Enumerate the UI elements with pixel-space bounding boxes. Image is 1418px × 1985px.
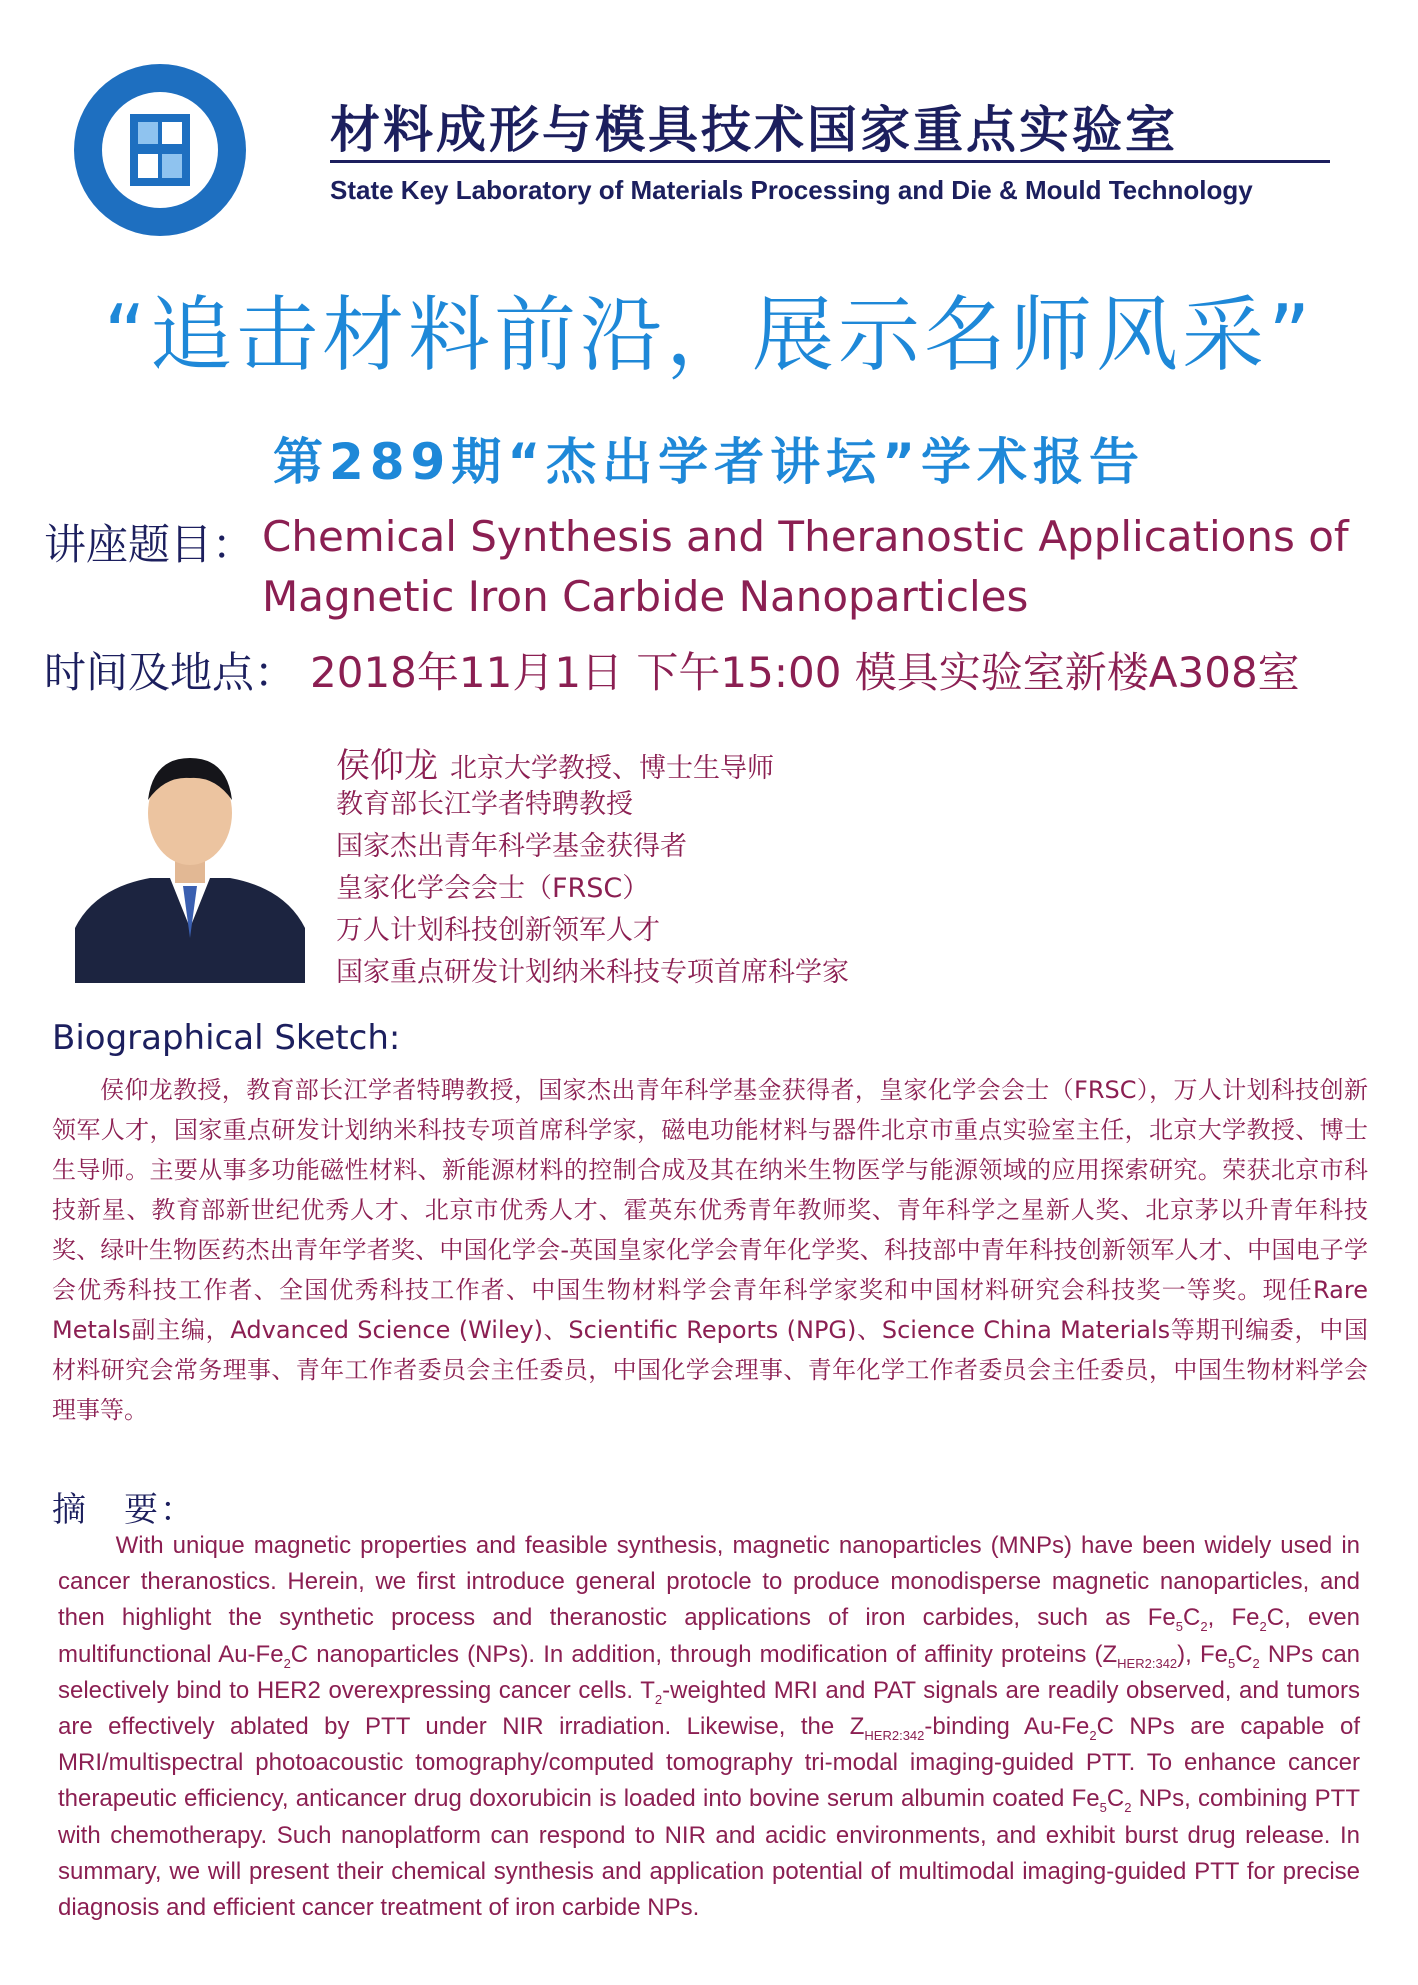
topic-title-line1: Chemical Synthesis and Theranostic Applications of xyxy=(262,512,1349,561)
abstract-text: With unique magnetic properties and feasible synthesis, magnetic nanoparticles (MNPs) have been widely used in cancer theranostics. Herein, we first introduce general protocle to produce monodisperse magnetic nanoparticles, and then highlight the synthetic process and theranostic applications of iron carbides, such as $Fe_5C_2$, $Fe_2C$, even multifunctional $Au-Fe_2C$ nanoparticles (NPs). In addition, through modification of affinity proteins $(Z_{HER2:342})$, $Fe_5C_2$ NPs can selectively bind to HER2 overexpressing cancer cells. $T_2$-weighted MRI and PAT signals are readily observed, and tumors are effectively ablated by PTT under NIR irradiation. Likewise, the $Z_{HER2:342}$-binding $Au-Fe_2C$ NPs are capable of MRI/multispectral photoacoustic tomography/computed tomography tri-modal imaging-guided PTT. To enhance cancer therapeutic efficiency, anticancer drug doxorubicin is loaded into bovine serum albumin coated $Fe_5C_2$ NPs, combining PTT with chemotherapy. Such nanoplatform can respond to NIR and acidic environments, and exhibit burst drug release. In summary, we will present their chemical synthesis and application potential of multimodal imaging-guided PTT for precise diagnosis and efficient cancer treatment of iron carbide NPs. xyxy=(58,1532,1361,1922)
topic-label: 讲座题目： xyxy=(44,520,255,569)
formula-zher: $Z_{HER2:342}$ xyxy=(849,1713,925,1743)
formula-fe2c: $Fe_2C$ xyxy=(1061,1713,1114,1743)
abstract-heading: 摘 要： xyxy=(52,1490,196,1530)
header-divider xyxy=(330,160,1330,163)
speaker-title: 教育部长江学者特聘教授 xyxy=(336,789,633,820)
speaker-portrait-icon xyxy=(75,738,305,983)
lab-logo-icon xyxy=(70,60,250,240)
topic-title-line2: Magnetic Iron Carbide Nanoparticles xyxy=(262,572,1029,621)
formula-fe5c2: $Fe_5C_2$ xyxy=(1071,1785,1132,1816)
series-title: 第289期“杰出学者讲坛”学术报告 xyxy=(272,433,1146,491)
formula-fe2c: $Fe_2C$ xyxy=(255,1640,309,1671)
speaker-title: 皇家化学会会士（FRSC） xyxy=(336,873,650,904)
bio-heading: Biographical Sketch: xyxy=(52,1018,401,1058)
formula-zher: $Z_{HER2:342}$ xyxy=(1102,1640,1178,1671)
lab-name-cn: 材料成形与模具技术国家重点实验室 xyxy=(330,101,1178,159)
formula-fe5c2: $Fe_5C_2$ xyxy=(1199,1640,1260,1671)
time-place-value: 2018年11月1日 下午15:00 模具实验室新楼A308室 xyxy=(310,648,1300,697)
formula-fe2c: $Fe_2C$ xyxy=(1231,1604,1285,1635)
formula-fe5c2: $Fe_5C_2$ xyxy=(1147,1604,1208,1635)
speaker-title: 国家杰出青年科学基金获得者 xyxy=(336,831,687,862)
speaker-title: 国家重点研发计划纳米科技专项首席科学家 xyxy=(336,957,849,988)
time-place-label: 时间及地点： xyxy=(44,648,297,697)
speaker-title: 万人计划科技创新领军人才 xyxy=(336,915,660,946)
speaker-name: 侯仰龙 xyxy=(336,746,438,786)
lab-name-en: State Key Laboratory of Materials Processing and Die & Mould Technology xyxy=(330,175,1253,205)
bio-text: 侯仰龙教授，教育部长江学者特聘教授，国家杰出青年科学基金获得者，皇家化学会会士（FRSC），万人计划科技创新领军人才，国家重点研发计划纳米科技专项首席科学家，磁电功能材料与器件北京市重点实验室主任，北京大学教授、博士生导师。主要从事多功能磁性材料、新能源材料的控制合成及其在纳米生物医学与能源领域的应用探索研究。荣获北京市科技新星、教育部新世纪优秀人才、北京市优秀人才、霍英东优秀青年教师奖、青年科学之星新人奖、北京茅以升青年科技奖、绿叶生物医药杰出青年学者奖、中国化学会-英国皇家化学会青年化学奖、科技部中青年科技创新领军人才、中国电子学会优秀科技工作者、全国优秀科技工作者、中国生物材料学会青年科学家奖和中国材料研究会科技奖一等奖。现任Rare Metals副主编，Advanced Science (Wiley)、Scientific Reports (NPG)、Science China Materials等期刊编委，中国材料研究会常务理事、青年工作者委员会主任委员，中国化学会理事、青年化学工作者委员会主任委员，中国生物材料学会理事等。 xyxy=(52,1076,1368,1424)
formula-t2: $T_2$ xyxy=(640,1676,663,1707)
slogan: “追击材料前沿，展示名师风采” xyxy=(103,288,1315,383)
speaker-info xyxy=(336,738,1336,994)
speaker-position: 北京大学教授、博士生导师 xyxy=(450,753,774,784)
